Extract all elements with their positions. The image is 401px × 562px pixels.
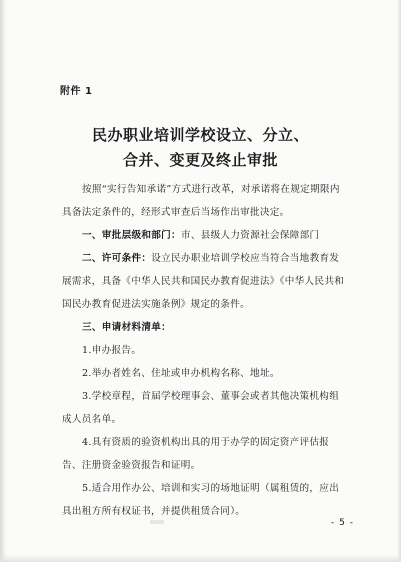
scan-edge-right <box>397 0 401 562</box>
section-heading: 二、许可条件： <box>82 253 152 264</box>
body-text: 设立民办职业培训学校应当符合当地教育发 <box>151 253 340 264</box>
body-line <box>62 385 358 408</box>
scan-artifact-mark <box>150 520 164 524</box>
body-line <box>62 339 358 362</box>
body-text: 具出租方所有权证书，并提供租赁合同）。 <box>62 506 246 517</box>
body-line <box>62 454 358 477</box>
body-line <box>62 178 358 201</box>
body-text: 2.举办者姓名、住址或申办机构名称、地址。 <box>82 368 280 379</box>
body-text: 5.适合用作办公、培训和实习的场地证明（属租赁的，应出 <box>82 483 340 494</box>
body-text: 4.具有资质的验资机构出具的用于办学的固定资产评估报 <box>82 437 330 448</box>
body-line <box>62 247 358 270</box>
section-heading: 一、审批层级和部门： <box>82 230 181 241</box>
document-body <box>62 178 358 523</box>
body-line <box>62 431 358 454</box>
body-text: 1.申办报告。 <box>82 345 142 356</box>
body-text: 国民办教育促进法实施条例》规定的条件。 <box>62 299 250 310</box>
body-text: 成人员名单。 <box>62 414 122 425</box>
body-line <box>62 270 358 293</box>
attachment-label: 附件 1 <box>60 86 93 97</box>
body-line <box>62 201 358 224</box>
body-line <box>62 316 358 339</box>
body-text: 市、县级人力资源社会保障部门 <box>180 230 320 241</box>
body-line <box>62 362 358 385</box>
body-text: 展需求，具备《中华人民共和国民办教育促进法》《中华人民共和 <box>62 276 345 287</box>
document-title-line-2: 合并、变更及终止审批 <box>122 151 278 169</box>
body-text: 3.学校章程，首届学校理事会、董事会或者其他决策机构组 <box>82 391 340 402</box>
body-line <box>62 293 358 316</box>
body-line <box>62 224 358 247</box>
scan-edge-left <box>0 0 6 562</box>
scan-edge-bottom <box>0 554 401 562</box>
body-text: 具备法定条件的，经形式审查后当场作出审批决定。 <box>62 207 290 218</box>
body-line <box>62 408 358 431</box>
body-text: 告、注册资金验资报告和证明。 <box>62 460 201 471</box>
page-number: - 5 - <box>331 518 354 528</box>
body-line <box>62 500 358 523</box>
body-line <box>62 477 358 500</box>
body-text: 按照“实行告知承诺”方式进行改革，对承诺将在规定期限内 <box>82 184 340 195</box>
section-heading: 三、申请材料清单： <box>82 322 172 333</box>
document-title-line-1: 民办职业培训学校设立、分立、 <box>91 126 309 144</box>
